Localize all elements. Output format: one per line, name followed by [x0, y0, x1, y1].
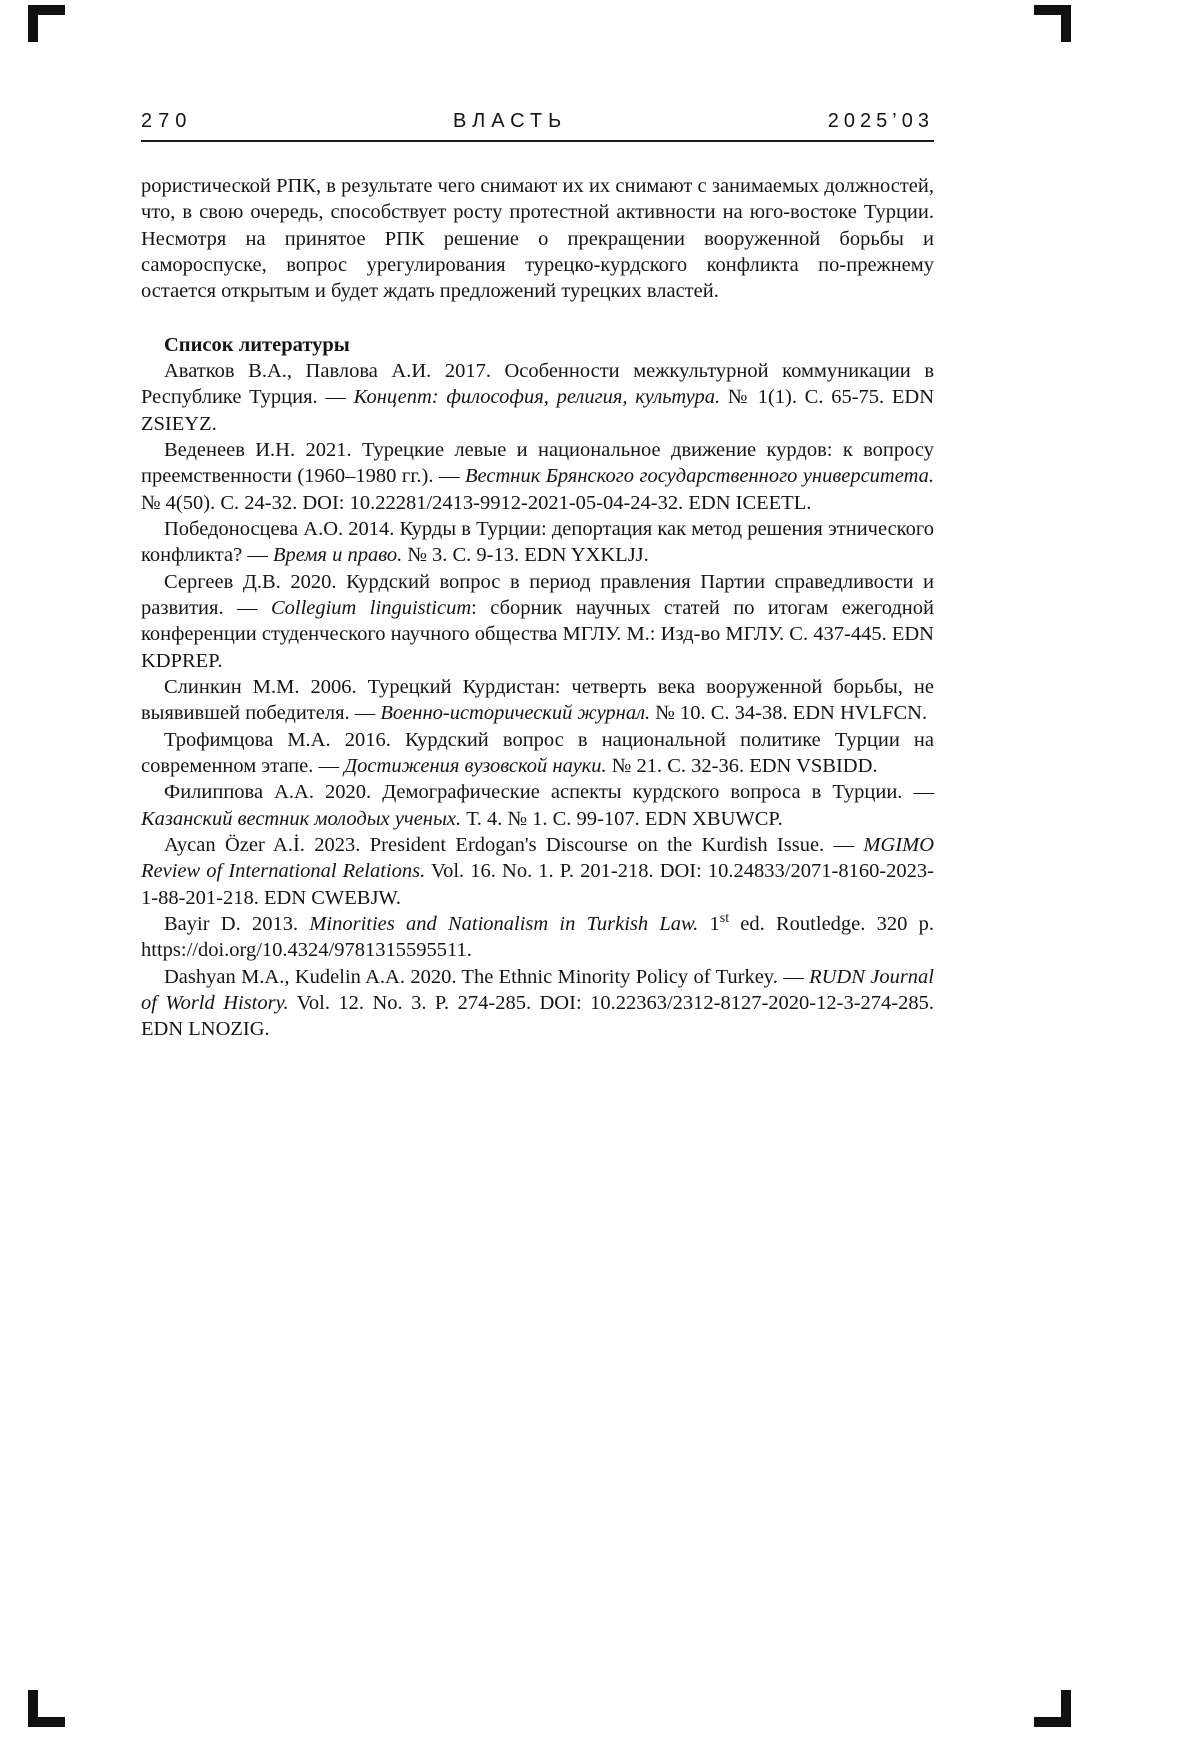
reference-item: Веденеев И.Н. 2021. Турецкие левые и национальное движение курдов: к вопросу преемственности (1960–1980 гг.). — Вестник Брянского государственного университета. № 4(50). С. 24-32. DOI: 10.22281/2413-9912-2021-05-04-24-32. EDN ICEETL.	[141, 438, 934, 514]
crop-mark-top-right	[1034, 5, 1071, 42]
reference-item: Aycan Özer A.İ. 2023. President Erdogan's Discourse on the Kurdish Issue. — MGIMO Review of International Relations. Vol. 16. No. 1. P. 201-218. DOI: 10.24833/2071-8160-2023-1-88-201-218. EDN CWEBJW.	[141, 833, 934, 909]
header-rule	[141, 140, 934, 142]
reference-item: Слинкин М.М. 2006. Турецкий Курдистан: четверть века вооруженной борьбы, не выявившей победителя. — Военно-исторический журнал. № 10. С. 34-38. EDN HVLFCN.	[141, 675, 934, 725]
reference-item: Филиппова А.А. 2020. Демографические аспекты курдского вопроса в Турции. — Казанский вестник молодых ученых. Т. 4. № 1. С. 99-107. EDN XBUWCP.	[141, 781, 934, 830]
references-list	[141, 358, 934, 1043]
page-content	[141, 110, 934, 1043]
reference-item: Аватков В.А., Павлова А.И. 2017. Особенности межкультурной коммуникации в Республике Турция. — Концепт: философия, религия, культура. № 1(1). С. 65-75. EDN ZSIEYZ.	[141, 359, 934, 435]
page-number: 270	[141, 110, 193, 132]
reference-item: Сергеев Д.В. 2020. Курдский вопрос в период правления Партии справедливости и развития. — Collegium linguisticum: сборник научных статей по итогам ежегодной конференции студенческого научного общества МГЛУ. М.: Изд-во МГЛУ. С. 437-445. EDN KDPREP.	[141, 570, 934, 672]
crop-mark-bottom-left	[28, 1690, 65, 1727]
reference-item: Bayir D. 2013. Minorities and Nationalism in Turkish Law. 1st ed. Routledge. 320 p. https://doi.org/10.4324/9781315595511.	[141, 911, 934, 962]
running-header	[141, 110, 934, 133]
article-paragraph: рористической РПК, в результате чего снимают их их снимают с занимаемых должностей, что, в свою очередь, способствует росту протестной активности на юго-востоке Турции. Несмотря на принятое РПК решение о прекращении вооруженной борьбы и самороспуске, вопрос урегулирования турецко-курдского конфликта по-прежнему остается открытым и будет ждать предложений турецких властей.	[141, 175, 934, 303]
bibliography-heading: Список литературы	[164, 333, 350, 356]
article-body	[141, 173, 934, 1043]
issue-number: 2025’03	[827, 110, 934, 132]
crop-mark-top-left	[28, 5, 65, 42]
crop-mark-bottom-right	[1034, 1690, 1071, 1727]
journal-title: ВЛАСТЬ	[452, 110, 568, 132]
reference-item: Победоносцева А.О. 2014. Курды в Турции: депортация как метод решения этнического конфликта? — Время и право. № 3. С. 9-13. EDN YXKLJJ.	[141, 517, 934, 567]
reference-item: Dashyan M.A., Kudelin A.A. 2020. The Ethnic Minority Policy of Turkey. — RUDN Journal of World History. Vol. 12. No. 3. P. 274-285. DOI: 10.22363/2312-8127-2020-12-3-274-285. EDN LNOZIG.	[141, 965, 934, 1041]
reference-item: Трофимцова М.А. 2016. Курдский вопрос в национальной политике Турции на современном этапе. — Достижения вузовской науки. № 21. С. 32-36. EDN VSBIDD.	[141, 728, 934, 777]
